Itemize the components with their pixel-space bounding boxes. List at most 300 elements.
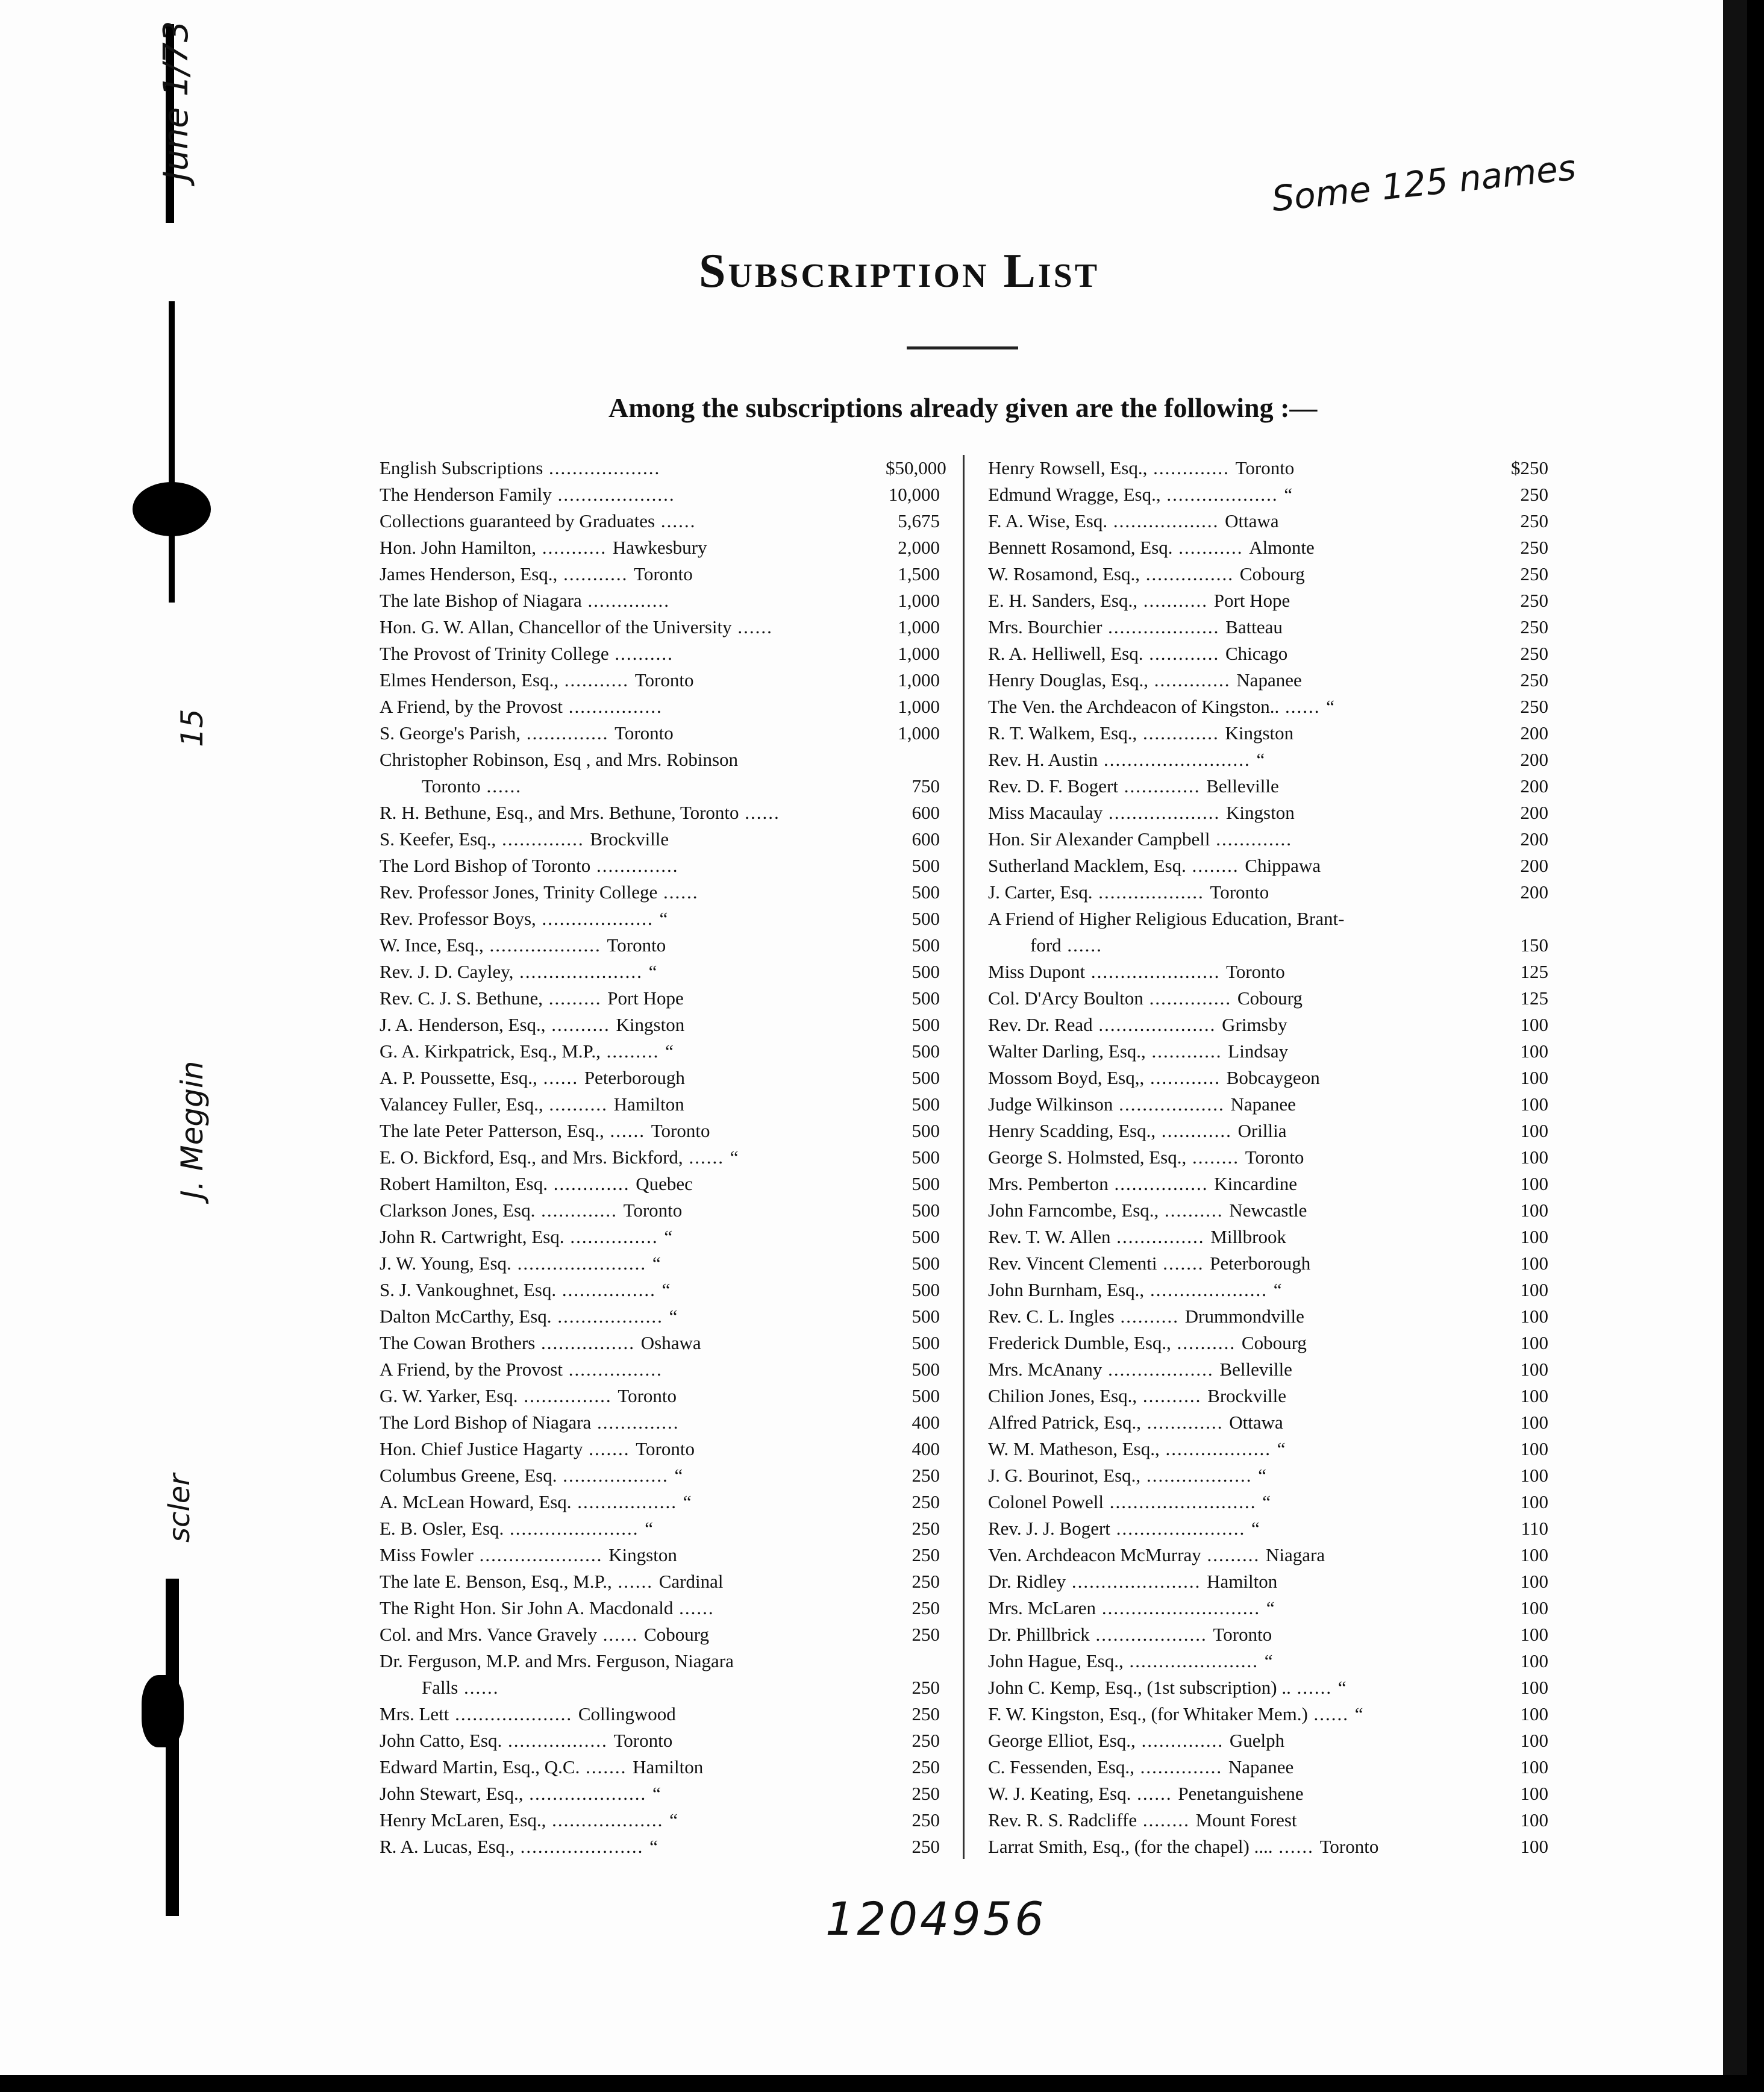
subscription-row: [988, 1436, 1548, 1462]
subscriber-entry: [988, 1780, 1548, 1807]
subscriber-name: Mrs. Pemberton: [988, 1173, 1109, 1194]
subscriber-name: Rev. R. S. Radcliffe: [988, 1809, 1137, 1830]
subscription-amount: 100: [1520, 1465, 1548, 1486]
leader-dots: ...........: [536, 537, 613, 558]
subscriber-entry: [988, 1595, 1548, 1621]
subscription-amount: 500: [912, 1332, 940, 1353]
subscription-amount: 500: [912, 1200, 940, 1221]
subscriber-entry: [380, 1489, 940, 1515]
leader-dots: .....................: [514, 1836, 650, 1857]
subscriber-entry: [988, 747, 1548, 773]
subscription-amount: 250: [1520, 537, 1548, 558]
subscriber-entry: [988, 773, 1548, 800]
subscription-row: [988, 481, 1548, 508]
handwritten-margin-number: 15: [175, 709, 210, 747]
subscriber-name: Rev. Professor Boys,: [380, 908, 536, 929]
subscriber-name: S. Keefer, Esq.,: [380, 828, 496, 850]
subscriber-place: “: [648, 961, 657, 982]
subscriber-entry: [988, 985, 1548, 1012]
subscription-amount: 500: [912, 908, 940, 929]
subscriber-name: John Farncombe, Esq.,: [988, 1200, 1159, 1221]
subscription-row: [380, 1144, 940, 1171]
leader-dots: ..........: [608, 643, 674, 664]
subscriber-name: John Burnham, Esq.,: [988, 1279, 1145, 1300]
subscription-amount: 100: [1520, 1147, 1548, 1168]
subscription-row: [988, 1383, 1548, 1409]
subscriber-entry: [988, 455, 1548, 481]
subscription-row: [380, 1065, 940, 1091]
leader-dots: ............: [1144, 1067, 1227, 1088]
subscription-row: [380, 1701, 940, 1727]
subscription-amount: 200: [1520, 749, 1548, 770]
subscription-amount: $50,000: [886, 457, 946, 478]
leader-dots: ..................: [1159, 1438, 1277, 1459]
leader-dots: ...................: [483, 935, 607, 956]
subscriber-entry: [988, 1727, 1548, 1754]
subscription-amount: 200: [1520, 802, 1548, 823]
subscriber-entry: [380, 1171, 940, 1197]
subscriber-place: Belleville: [1206, 775, 1279, 797]
subscription-row: [380, 534, 940, 561]
subscriber-entry: [988, 1118, 1548, 1144]
subscriber-entry: [988, 1489, 1548, 1515]
subscription-amount: 500: [912, 988, 940, 1009]
page-title: Subscription List: [699, 245, 1100, 298]
subscription-amount: 250: [1520, 616, 1548, 637]
subscriber-name: Rev. T. W. Allen: [988, 1226, 1111, 1247]
subscriber-entry: [988, 1568, 1548, 1595]
subscription-row: [988, 773, 1548, 800]
subscriber-place: Batteau: [1225, 616, 1283, 637]
subscription-row: [988, 1754, 1548, 1780]
subscriber-entry: [380, 1780, 940, 1807]
subscriber-name-continued: Falls ......: [422, 1677, 499, 1698]
subscription-amount: 1,000: [898, 616, 940, 637]
subscriber-place: “: [664, 1226, 673, 1247]
subscription-amount: 250: [912, 1836, 940, 1857]
subscription-amount: 250: [912, 1809, 940, 1830]
subscription-amount: 125: [1520, 988, 1548, 1009]
subscriber-entry: [988, 534, 1548, 561]
leader-dots: ...........: [558, 669, 635, 691]
subscription-row: [988, 1356, 1548, 1383]
subscriber-name: A Friend, by the Provost: [380, 1359, 563, 1380]
subscriber-entry: [380, 561, 940, 587]
subscriber-entry: [380, 667, 940, 694]
subscriber-entry: [380, 640, 940, 667]
subscriber-name: Columbus Greene, Esq.: [380, 1465, 557, 1486]
subscription-row: [988, 587, 1548, 614]
subscriber-place: Cobourg: [1241, 1332, 1307, 1353]
subscription-amount: 500: [912, 855, 940, 876]
subscription-row: [988, 1038, 1548, 1065]
subscriber-name: Mrs. McLaren: [988, 1597, 1096, 1618]
leader-dots: ...........: [557, 563, 634, 584]
subscription-amount: 100: [1520, 1597, 1548, 1618]
subscriber-entry: [988, 1356, 1548, 1383]
subscriber-entry: [380, 1462, 940, 1489]
leader-dots: .............: [1147, 457, 1236, 478]
subscriber-entry: [380, 455, 946, 481]
subscription-amount: 125: [1520, 961, 1548, 982]
subscription-amount: 1,500: [898, 563, 940, 584]
leader-dots: ...................: [1102, 802, 1227, 823]
leader-dots: ..................: [1092, 882, 1210, 903]
subscriber-place: “: [652, 1253, 661, 1274]
subscription-row: [380, 959, 940, 985]
subscriber-place: Toronto: [623, 1200, 683, 1221]
subscriber-name: Rev. D. F. Bogert: [988, 775, 1118, 797]
subscriber-entry: [380, 1197, 940, 1224]
subscription-row: [380, 1409, 940, 1436]
subscriber-place: “: [669, 1306, 678, 1327]
subscription-amount: 500: [912, 1094, 940, 1115]
leader-dots: .................: [571, 1491, 683, 1512]
leader-dots: .........................: [1104, 1491, 1263, 1512]
subscription-row: [380, 1197, 940, 1224]
leader-dots: ..........: [545, 1014, 616, 1035]
subscriber-name: Larrat Smith, Esq., (for the chapel) ....: [988, 1836, 1273, 1857]
subscriber-place: Collingwood: [578, 1703, 676, 1724]
subscription-row: [380, 640, 940, 667]
subscriber-name: Rev. Professor Jones, Trinity College: [380, 882, 658, 903]
subscriber-entry: [988, 1674, 1548, 1701]
subscription-row: [988, 1834, 1548, 1860]
subscriber-name: Edmund Wragge, Esq.,: [988, 484, 1161, 505]
subscriber-place: “: [1354, 1703, 1363, 1724]
subscriber-place: Niagara: [1266, 1544, 1325, 1565]
leader-dots: .............: [1148, 669, 1237, 691]
subscriber-place: Toronto: [607, 935, 666, 956]
subscription-amount: 250: [912, 1571, 940, 1592]
leader-dots: .............: [547, 1173, 636, 1194]
subscription-amount: 500: [912, 1306, 940, 1327]
subscriber-place: Mount Forest: [1195, 1809, 1297, 1830]
catalog-number: 1204956: [825, 1892, 1046, 1946]
subscriber-name: John R. Cartwright, Esq.: [380, 1226, 565, 1247]
subscription-row: [988, 1091, 1548, 1118]
subscription-amount: 5,675: [898, 510, 940, 531]
leader-dots: ......: [611, 1571, 659, 1592]
subscriber-place: “: [1256, 749, 1265, 770]
subscription-row: [380, 1118, 940, 1144]
subscriber-name: W. Rosamond, Esq.,: [988, 563, 1140, 584]
subscriber-name: E. B. Osler, Esq.: [380, 1518, 504, 1539]
subscriber-name: Mrs. Lett: [380, 1703, 449, 1724]
leader-dots: ......: [739, 802, 780, 823]
subscriber-entry: [380, 879, 940, 906]
leader-dots: ..............: [591, 1412, 680, 1433]
subscriber-entry: [380, 534, 940, 561]
subscriber-name: The late Bishop of Niagara: [380, 590, 582, 611]
subscriber-name: The Provost of Trinity College: [380, 643, 609, 664]
subscriber-name: W. J. Keating, Esq.: [988, 1783, 1131, 1804]
subscription-row: [988, 1250, 1548, 1277]
subscriber-name: Alfred Patrick, Esq.,: [988, 1412, 1141, 1433]
subscriber-place: Chippawa: [1245, 855, 1321, 876]
subscription-row: [988, 1780, 1548, 1807]
subscription-amount: 250: [912, 1491, 940, 1512]
subscriber-name: Hon. John Hamilton,: [380, 537, 537, 558]
subscriber-place: Peterborough: [1210, 1253, 1311, 1274]
subscriber-entry: [988, 667, 1548, 694]
subscription-row: [988, 800, 1548, 826]
subscription-amount: 10,000: [888, 484, 940, 505]
leader-dots: ......: [657, 882, 699, 903]
subscription-row: [988, 694, 1548, 720]
subscriber-entry: [988, 481, 1548, 508]
subscriber-place: “: [1277, 1438, 1286, 1459]
leader-dots: ......: [597, 1624, 645, 1645]
subscriber-place: Ottawa: [1229, 1412, 1283, 1433]
subscriber-name: Rev. J. D. Cayley,: [380, 961, 514, 982]
subscriber-name: Hon. Sir Alexander Campbell: [988, 828, 1210, 850]
subscriber-entry: [380, 1330, 940, 1356]
leader-dots: ....................: [523, 1783, 653, 1804]
subscriber-place: Peterborough: [584, 1067, 685, 1088]
subscriber-place: Belleville: [1219, 1359, 1292, 1380]
subscription-row: [380, 1489, 940, 1515]
subscription-amount: 250: [912, 1544, 940, 1565]
subscription-row: [988, 1144, 1548, 1171]
subscriber-entry: [380, 1224, 940, 1250]
leader-dots: .......: [580, 1756, 633, 1777]
leader-dots: ..............: [1134, 1756, 1228, 1777]
subscription-row: [988, 1409, 1548, 1436]
subscriber-name: The Lord Bishop of Toronto: [380, 855, 591, 876]
subscriber-name: Elmes Henderson, Esq.,: [380, 669, 559, 691]
leader-dots: ....................: [449, 1703, 578, 1724]
subscription-amount: 500: [912, 1014, 940, 1035]
subscription-row: [988, 1171, 1548, 1197]
subscriber-place: “: [1251, 1518, 1260, 1539]
subscriber-entry: [380, 985, 940, 1012]
subscriber-name: F. A. Wise, Esq.: [988, 510, 1108, 531]
subscriber-entry: [988, 640, 1548, 667]
subscriber-entry: [380, 1091, 940, 1118]
subscriber-name: Rev. C. J. S. Bethune,: [380, 988, 543, 1009]
subscription-amount: 600: [912, 802, 940, 823]
subscriber-place: Chicago: [1225, 643, 1288, 664]
subscription-row: [988, 1807, 1548, 1834]
leader-dots: .............: [1140, 1412, 1230, 1433]
subscriber-entry: [380, 1118, 940, 1144]
subscription-amount: 100: [1520, 1624, 1548, 1645]
leader-dots: ...............: [564, 1226, 665, 1247]
subscriber-name: The late Peter Patterson, Esq.,: [380, 1120, 604, 1141]
leader-dots: ................: [535, 1332, 641, 1353]
subscription-row: [988, 1462, 1548, 1489]
leader-dots: ....................: [551, 484, 675, 505]
subscription-amount: 100: [1520, 1571, 1548, 1592]
subscription-amount: 100: [1520, 1332, 1548, 1353]
subscriber-entry: [988, 1065, 1548, 1091]
subscriber-entry: [380, 1250, 940, 1277]
subscriber-place: Cardinal: [658, 1571, 724, 1592]
subscriber-entry: [380, 1542, 940, 1568]
subscription-row: [988, 640, 1548, 667]
subscription-amount: 100: [1520, 1703, 1548, 1724]
subscription-amount: 200: [1520, 722, 1548, 744]
subscription-amount: 100: [1520, 1809, 1548, 1830]
subscriber-name: Judge Wilkinson: [988, 1094, 1113, 1115]
subscriber-place: Ottawa: [1225, 510, 1279, 531]
subscriber-place: Toronto: [1319, 1836, 1379, 1857]
subscriber-entry: [988, 720, 1548, 747]
subscriber-entry: [380, 1515, 940, 1542]
subscriber-entry: [988, 800, 1548, 826]
subscriber-place: “: [683, 1491, 692, 1512]
subscriber-entry: [380, 1383, 940, 1409]
subscription-row: [988, 1648, 1548, 1674]
leader-dots: ...................: [1102, 616, 1226, 637]
subscription-amount: 500: [912, 1041, 940, 1062]
subscription-row: [988, 1118, 1548, 1144]
subscription-row: [988, 720, 1548, 747]
subscription-amount: 250: [1520, 484, 1548, 505]
subscriber-entry: [988, 1330, 1548, 1356]
leader-dots: ...........: [1137, 590, 1214, 611]
subscription-row: [380, 1356, 940, 1383]
leader-dots: ......................: [1066, 1571, 1207, 1592]
leader-dots: ......................: [1085, 961, 1227, 982]
subscriber-name: Rev. C. L. Ingles: [988, 1306, 1115, 1327]
subscription-row: [380, 906, 940, 932]
subscription-row: [988, 455, 1548, 481]
subscription-row: [988, 534, 1548, 561]
subscription-row: [380, 1807, 940, 1834]
subscriber-entry: [380, 1436, 940, 1462]
subscription-row: [380, 1595, 940, 1621]
leader-dots: ..........: [1137, 1385, 1208, 1406]
subscriber-entry: [380, 826, 940, 853]
subscription-row: [380, 1515, 940, 1542]
subscriber-name: Rev. Vincent Clementi: [988, 1253, 1157, 1274]
subscriber-entry: [380, 1595, 940, 1621]
subscription-amount: 100: [1520, 1650, 1548, 1671]
subscriber-name: Ven. Archdeacon McMurray: [988, 1544, 1201, 1565]
leader-dots: ..............: [1135, 1730, 1230, 1751]
subscriber-place: “: [659, 908, 668, 929]
subscription-row: [380, 1038, 940, 1065]
leader-dots: ......: [1061, 935, 1102, 956]
leader-dots: ..................: [551, 1306, 669, 1327]
subscription-row: [380, 561, 940, 587]
subscriber-entry: [988, 508, 1548, 534]
column-divider: [963, 455, 965, 1859]
subscription-amount: 100: [1520, 1014, 1548, 1035]
title-rule: [907, 346, 1018, 349]
subscription-row: [380, 1754, 940, 1780]
leader-dots: ......: [480, 775, 522, 797]
subscriber-name: John Stewart, Esq.,: [380, 1783, 524, 1804]
subscriber-place: Toronto: [634, 669, 694, 691]
subscription-amount: 500: [912, 1120, 940, 1141]
subscription-row: [988, 561, 1548, 587]
subscription-amount: 250: [912, 1677, 940, 1698]
subscriber-entry: [380, 1701, 940, 1727]
subscriber-name: Dalton McCarthy, Esq.: [380, 1306, 552, 1327]
subscriber-name: Rev. J. J. Bogert: [988, 1518, 1110, 1539]
subscriber-name: Mossom Boyd, Esq,,: [988, 1067, 1145, 1088]
subscriber-place: Cobourg: [1237, 988, 1303, 1009]
leader-dots: ......................: [1123, 1650, 1265, 1671]
subscriber-entry: [380, 747, 855, 800]
subscriber-place: “: [1258, 1465, 1266, 1486]
subscriber-name: Chilion Jones, Esq.,: [988, 1385, 1137, 1406]
subscriber-name: Sutherland Macklem, Esq.: [988, 855, 1186, 876]
subscriber-entry: [380, 1356, 940, 1383]
subscriber-name-continued: Toronto ......: [422, 775, 522, 797]
subscriber-entry: [988, 614, 1548, 640]
leader-dots: .......: [583, 1438, 636, 1459]
subscriber-place: Hamilton: [1207, 1571, 1278, 1592]
leader-dots: ..........: [1114, 1306, 1185, 1327]
subscriber-name: Col. D'Arcy Boulton: [988, 988, 1143, 1009]
subscriber-entry: [380, 1834, 940, 1860]
subscription-amount: 500: [912, 882, 940, 903]
subscription-amount: 250: [1520, 590, 1548, 611]
subscription-amount: 250: [912, 1465, 940, 1486]
subscription-row: [988, 1012, 1548, 1038]
subscription-row: [988, 853, 1548, 879]
subscriber-entry: [380, 1012, 940, 1038]
subscriber-entry: [380, 694, 940, 720]
subscription-row: [380, 1780, 940, 1807]
subscriber-entry: [380, 1409, 940, 1436]
subscriber-entry: [988, 561, 1548, 587]
subscriber-entry: [988, 879, 1548, 906]
subscriber-name: G. A. Kirkpatrick, Esq., M.P.,: [380, 1041, 601, 1062]
subscriber-entry: [988, 826, 1548, 853]
subscription-row: [380, 1436, 940, 1462]
subscriber-name: Edward Martin, Esq., Q.C.: [380, 1756, 580, 1777]
subscription-row: [988, 1303, 1548, 1330]
leader-dots: ..................: [1107, 510, 1225, 531]
subscription-row: [988, 1674, 1548, 1701]
leader-dots: ........: [1186, 855, 1245, 876]
subscriber-name: Hon. G. W. Allan, Chancellor of the University: [380, 616, 732, 637]
subscription-row: [988, 1330, 1548, 1356]
subscription-amount: 500: [912, 1226, 940, 1247]
subscriber-entry: [380, 481, 940, 508]
subscription-row: [988, 1542, 1548, 1568]
subscriber-entry: [380, 1754, 940, 1780]
subscriber-name-continued: ford ......: [1030, 935, 1102, 956]
subscriber-name: Miss Macaulay: [988, 802, 1103, 823]
leader-dots: ...............: [518, 1385, 618, 1406]
subscription-row: [380, 587, 940, 614]
subscriber-name: Rev. H. Austin: [988, 749, 1098, 770]
subscriber-name: Clarkson Jones, Esq.: [380, 1200, 536, 1221]
subscription-row: [380, 1648, 940, 1701]
subscription-amount: 600: [912, 828, 940, 850]
subscriber-entry: [380, 1568, 940, 1595]
subscription-row: [380, 1091, 940, 1118]
subscription-amount: 250: [1520, 696, 1548, 717]
subscriber-name: Christopher Robinson, Esq , and Mrs. Robinson: [380, 749, 739, 770]
subscription-amount: 200: [1520, 855, 1548, 876]
leader-dots: ........: [1137, 1809, 1196, 1830]
subscriber-place: Kingston: [1226, 802, 1295, 823]
leader-dots: ....................: [1144, 1279, 1274, 1300]
subscriber-place: Quebec: [636, 1173, 693, 1194]
subscriber-name: C. Fessenden, Esq.,: [988, 1756, 1134, 1777]
subscriber-place: Hawkesbury: [612, 537, 707, 558]
subscription-amount: 100: [1520, 1677, 1548, 1698]
leader-dots: ................: [562, 1359, 663, 1380]
subscriber-name: Walter Darling, Esq.,: [988, 1041, 1146, 1062]
